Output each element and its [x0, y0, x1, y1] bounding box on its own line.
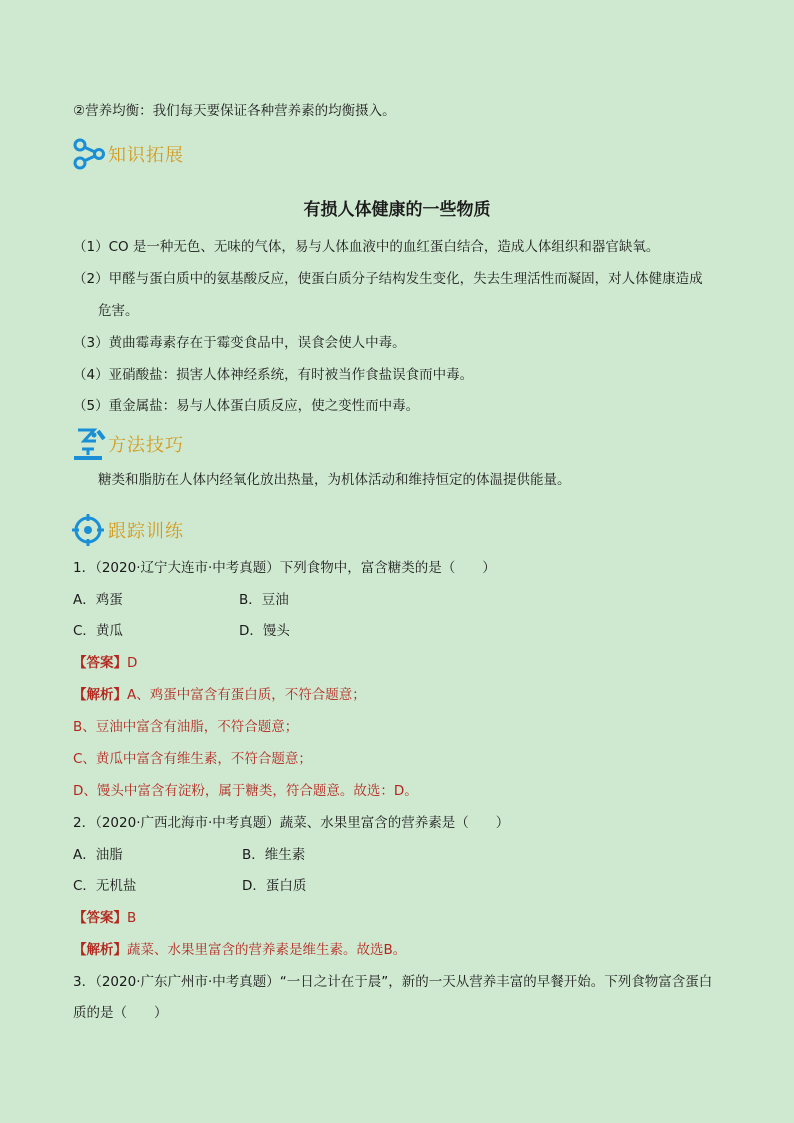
q1-option-a: A．鸡蛋	[73, 592, 123, 608]
q2-answer-value: B	[127, 910, 137, 926]
q1-option-b: B．豆油	[239, 592, 289, 608]
target-icon	[72, 513, 106, 547]
q1-answer-value: D	[127, 655, 138, 671]
article-title: 有损人体健康的一些物质	[303, 200, 491, 220]
microscope-icon	[72, 427, 106, 461]
section-practice-label: 跟踪训练	[108, 521, 184, 542]
q1-analysis-4: D、馒头中富含有淀粉，属于糖类，符合题意。故选：D。	[73, 783, 418, 799]
substance-item-2: （2）甲醛与蛋白质中的氨基酸反应，使蛋白质分子结构发生变化，失去生理活性而凝固，对人体健康造成	[73, 271, 703, 287]
section-method-label: 方法技巧	[108, 435, 184, 456]
q1-analysis-1	[73, 685, 366, 705]
q1-option-c: C．黄瓜	[73, 623, 123, 639]
intro-line: ②营养均衡：我们每天要保证各种营养素的均衡摄入。	[73, 103, 396, 119]
q2-analysis-tag: 【解析】	[73, 942, 127, 958]
q2-analysis	[73, 940, 406, 960]
q2-stem: 2．（2020·广西北海市·中考真题）蔬菜、水果里富含的营养素是（ ）	[73, 815, 510, 831]
q2-answer	[73, 908, 136, 928]
section-knowledge-label: 知识拓展	[108, 145, 184, 166]
substance-item-5: （5）重金属盐：易与人体蛋白质反应，使之变性而中毒。	[73, 398, 420, 414]
q2-option-a: A．油脂	[73, 847, 123, 863]
q1-stem: 1．（2020·辽宁大连市·中考真题）下列食物中，富含糖类的是（ ）	[73, 560, 496, 576]
substance-item-4: （4）亚硝酸盐：损害人体神经系统，有时被当作食盐误食而中毒。	[73, 367, 474, 383]
q1-analysis-tag: 【解析】	[73, 687, 127, 703]
q1-answer	[73, 653, 137, 673]
substance-item-2-cont: 危害。	[98, 303, 139, 319]
section-method	[72, 426, 184, 462]
substance-item-3: （3）黄曲霉毒素存在于霉变食品中，误食会使人中毒。	[73, 335, 406, 351]
q2-option-b: B．维生素	[242, 847, 306, 863]
q2-analysis-text: 蔬菜、水果里富含的营养素是维生素。故选B。	[127, 942, 407, 958]
substance-item-1: （1）CO 是一种无色、无味的气体，易与人体血液中的血红蛋白结合，造成人体组织和器官缺氧。	[73, 239, 660, 255]
q1-analysis-text-1: A、鸡蛋中富含有蛋白质，不符合题意；	[127, 687, 366, 703]
section-practice	[72, 512, 184, 548]
q2-option-d: D．蛋白质	[242, 878, 307, 894]
method-text: 糖类和脂肪在人体内经氧化放出热量，为机体活动和维持恒定的体温提供能量。	[98, 472, 571, 488]
q1-answer-tag: 【答案】	[73, 655, 127, 671]
q1-option-d: D．馒头	[239, 623, 290, 639]
share-icon	[72, 137, 106, 171]
section-knowledge	[72, 136, 184, 172]
q2-option-c: C．无机盐	[73, 878, 137, 894]
q3-stem-line1: 3．（2020·广东广州市·中考真题）“一日之计在于晨”，新的一天从营养丰富的早餐开始。下列食物富含蛋白	[73, 974, 713, 990]
q2-answer-tag: 【答案】	[73, 910, 127, 926]
q1-analysis-3: C、黄瓜中富含有维生素，不符合题意；	[73, 751, 312, 767]
q1-analysis-2: B、豆油中富含有油脂，不符合题意；	[73, 719, 299, 735]
q3-stem-line2: 质的是（ ）	[73, 1005, 168, 1021]
